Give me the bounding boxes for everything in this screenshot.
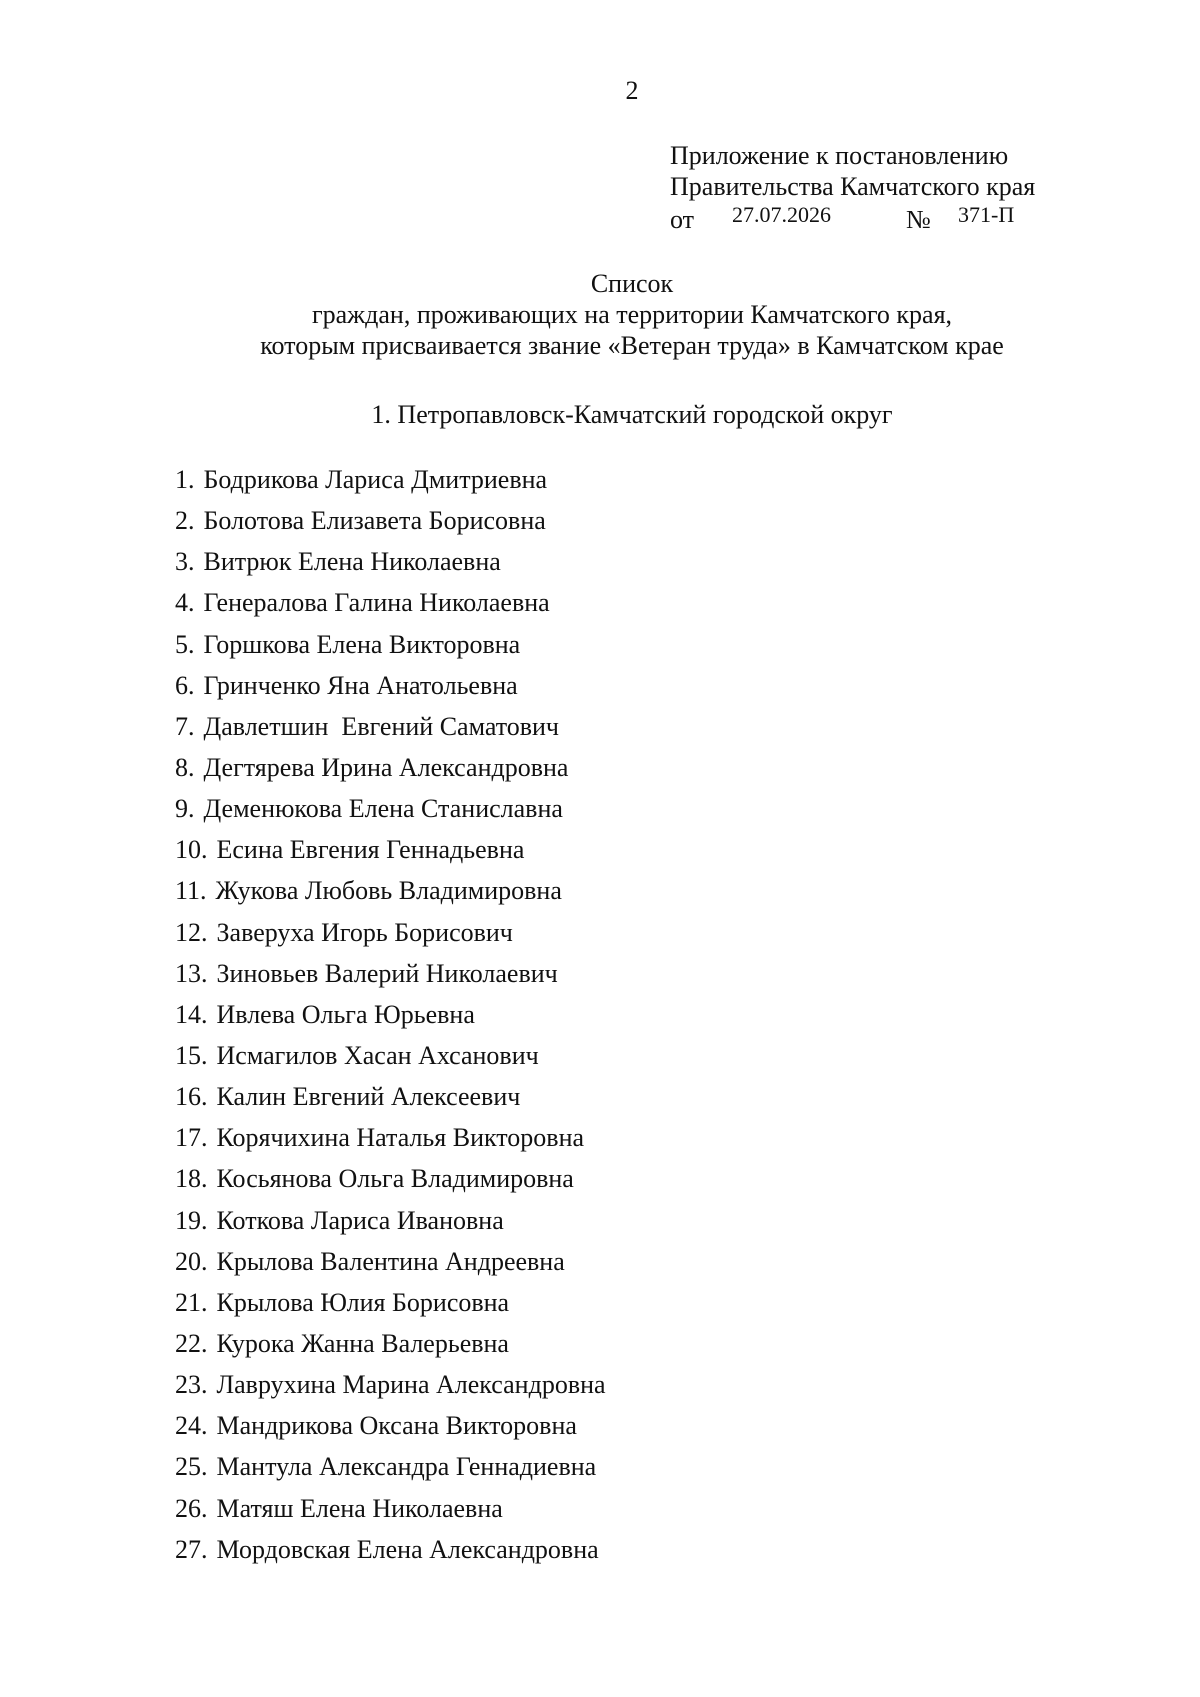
- list-item-number: 23.: [175, 1370, 208, 1400]
- list-item-name: Лаврухина Марина Александровна: [216, 1370, 606, 1400]
- from-label: от: [670, 205, 695, 234]
- list-item-number: 17.: [175, 1123, 208, 1153]
- list-item: [175, 465, 606, 506]
- list-item-name: Матяш Елена Николаевна: [216, 1493, 503, 1523]
- list-item-number: 19.: [175, 1205, 208, 1235]
- list-item: [175, 1370, 606, 1411]
- section-heading: 1. Петропавловск-Камчатский городской округ: [371, 400, 893, 429]
- appendix-header: [670, 140, 1035, 236]
- list-item: [175, 1411, 606, 1452]
- list-item: [175, 1082, 606, 1123]
- list-item-number: 21.: [175, 1287, 208, 1317]
- list-item: [175, 835, 606, 876]
- document-number: 371-П: [958, 202, 1015, 227]
- list-item-number: 22.: [175, 1328, 208, 1358]
- list-item-name: Курока Жанна Валерьевна: [216, 1328, 509, 1358]
- list-item-name: Калин Евгений Алексеевич: [216, 1082, 521, 1112]
- list-item-number: 2.: [175, 506, 195, 536]
- title-line-1: Список: [590, 269, 674, 298]
- list-item: [175, 753, 606, 794]
- list-item-name: Витрюк Елена Николаевна: [203, 547, 501, 577]
- list-item-name: Деменюкова Елена Станиславна: [203, 794, 563, 824]
- list-item-name: Заверуха Игорь Борисович: [216, 917, 513, 947]
- list-item-number: 10.: [175, 835, 208, 865]
- list-item-number: 25.: [175, 1452, 208, 1482]
- list-item-name: Дегтярева Ирина Александровна: [203, 752, 569, 782]
- list-item-name: Крылова Юлия Борисовна: [216, 1287, 510, 1317]
- list-item: [175, 630, 606, 671]
- list-item-name: Мандрикова Оксана Викторовна: [216, 1411, 577, 1441]
- list-item-name: Ивлева Ольга Юрьевна: [216, 999, 475, 1029]
- list-item-name: Зиновьев Валерий Николаевич: [216, 958, 558, 988]
- list-item-number: 18.: [175, 1164, 208, 1194]
- list-item-name: Жукова Любовь Владимировна: [215, 876, 562, 906]
- document-date: 27.07.2026: [732, 202, 831, 227]
- list-item: [175, 1247, 606, 1288]
- list-item-number: 13.: [175, 958, 208, 988]
- list-item: [175, 794, 606, 835]
- list-item-number: 1.: [175, 465, 195, 494]
- list-item: [175, 588, 606, 629]
- list-item-number: 4.: [175, 588, 195, 618]
- list-item-number: 5.: [175, 629, 195, 659]
- list-item-number: 16.: [175, 1082, 208, 1112]
- list-item-name: Горшкова Елена Викторовна: [203, 629, 521, 659]
- list-item: [175, 959, 606, 1000]
- list-item-name: Болотова Елизавета Борисовна: [203, 506, 546, 536]
- list-item-number: 3.: [175, 547, 195, 577]
- title-line-2: граждан, проживающих на территории Камчатского края,: [311, 300, 953, 329]
- list-item: [175, 1041, 606, 1082]
- list-item: [175, 1535, 606, 1576]
- title-line-3: которым присваивается звание «Ветеран труда» в Камчатском крае: [260, 331, 1004, 360]
- list-item: [175, 1288, 606, 1329]
- appendix-line-2: Правительства Камчатского края: [670, 172, 1036, 201]
- list-item: [175, 547, 606, 588]
- list-item-name: Есина Евгения Геннадьевна: [216, 835, 525, 865]
- appendix-line-1: Приложение к постановлению: [670, 141, 1009, 170]
- page-number: 2: [625, 76, 639, 105]
- list-item-name: Давлетшин Евгений Саматович: [203, 711, 560, 741]
- list-item-name: Корячихина Наталья Викторовна: [216, 1123, 585, 1153]
- list-item-number: 6.: [175, 670, 195, 700]
- people-list: [175, 465, 606, 1576]
- list-item-number: 26.: [175, 1493, 208, 1523]
- document-reference: [670, 202, 1035, 236]
- list-item: [175, 506, 606, 547]
- list-item-number: 20.: [175, 1246, 208, 1276]
- list-item-name: Гринченко Яна Анатольевна: [203, 670, 518, 700]
- list-item-number: 8.: [175, 752, 195, 782]
- number-sign: №: [906, 205, 931, 234]
- list-item-number: 15.: [175, 1040, 208, 1070]
- list-item-name: Крылова Валентина Андреевна: [216, 1246, 565, 1276]
- list-item-number: 9.: [175, 794, 195, 824]
- list-item: [175, 918, 606, 959]
- list-item: [175, 1329, 606, 1370]
- list-item-number: 14.: [175, 999, 208, 1029]
- list-item: [175, 712, 606, 753]
- list-item: [175, 1452, 606, 1493]
- list-item: [175, 671, 606, 712]
- list-item: [175, 1494, 606, 1535]
- list-item-name: Мантула Александра Геннадиевна: [216, 1452, 597, 1482]
- list-item-number: 12.: [175, 917, 208, 947]
- list-item-number: 24.: [175, 1411, 208, 1441]
- list-item-name: Исмагилов Хасан Ахсанович: [216, 1040, 539, 1070]
- list-item: [175, 1123, 606, 1164]
- list-item-name: Косьянова Ольга Владимировна: [216, 1164, 574, 1194]
- list-item-number: 7.: [175, 711, 195, 741]
- list-item: [175, 1164, 606, 1205]
- list-item-name: Мордовская Елена Александровна: [216, 1534, 599, 1564]
- list-item: [175, 1206, 606, 1247]
- list-item-number: 11.: [175, 876, 207, 906]
- list-item: [175, 876, 606, 917]
- list-item-name: Бодрикова Лариса Дмитриевна: [203, 465, 548, 494]
- list-item-number: 27.: [175, 1534, 208, 1564]
- list-item: [175, 1000, 606, 1041]
- list-item-name: Генералова Галина Николаевна: [203, 588, 550, 618]
- list-item-name: Коткова Лариса Ивановна: [216, 1205, 504, 1235]
- document-title: [0, 268, 1200, 361]
